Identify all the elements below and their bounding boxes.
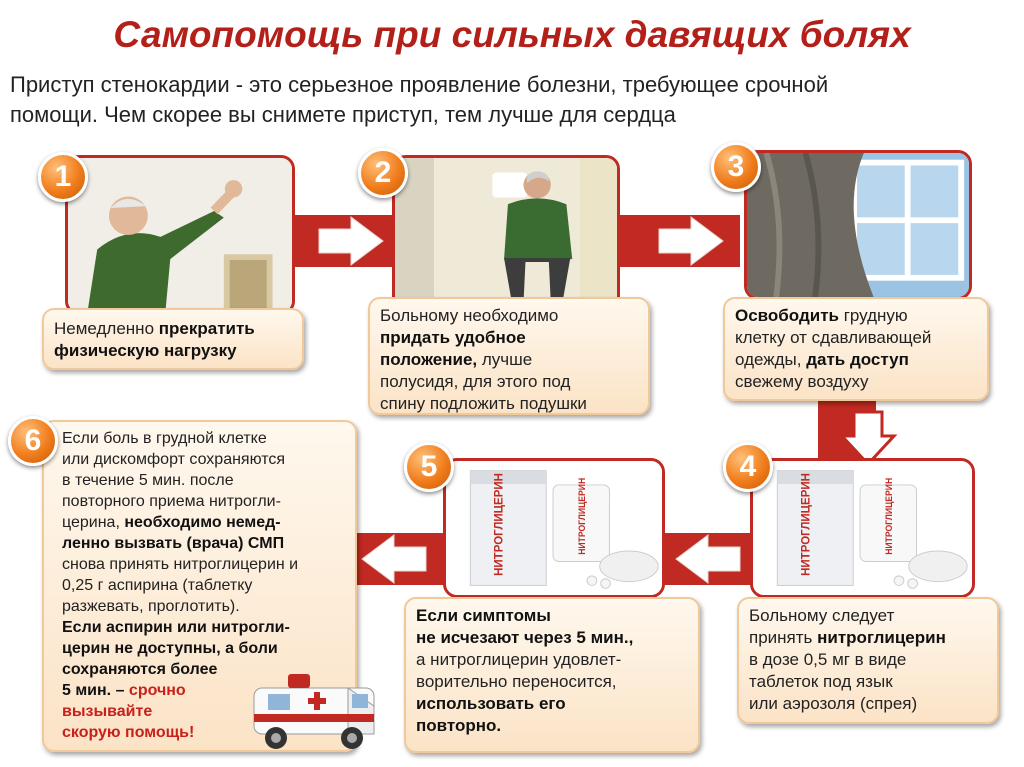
arrow-right-icon xyxy=(315,213,387,269)
card-text: или аэрозоля (спрея) xyxy=(749,694,918,713)
bottle-label: НИТРОГЛИЦЕРИН xyxy=(884,477,895,555)
card-text: Освободить xyxy=(735,306,839,325)
arrow-left-icon xyxy=(672,531,744,587)
card-text: придать удобное xyxy=(380,328,526,347)
card-text: церин не доступны, а боли xyxy=(62,640,278,657)
card-line xyxy=(62,428,345,449)
card-line xyxy=(735,327,977,349)
intro-line: Приступ стенокардии - это серьезное проявление болезни, требующее срочной xyxy=(10,72,829,97)
photo-nitroglycerin-4 xyxy=(750,458,975,598)
card-line xyxy=(749,627,987,649)
card-text: 5 мин. – xyxy=(62,682,129,699)
intro-text xyxy=(10,70,1010,130)
photo-man-at-wall xyxy=(65,155,295,315)
intro-line: помощи. Чем скорее вы снимете приступ, тем лучше для сердца xyxy=(10,102,676,127)
card-line xyxy=(380,327,638,349)
card-line xyxy=(54,340,292,362)
card-text: или дискомфорт сохраняются xyxy=(62,451,286,468)
card-line xyxy=(416,605,688,627)
step-card-2 xyxy=(368,297,650,415)
card-line xyxy=(416,715,688,737)
card-line xyxy=(749,693,987,715)
card-text: Немедленно xyxy=(54,319,159,338)
card-text: клетку от сдавливающей xyxy=(735,328,932,347)
card-text: полусидя, для этого под xyxy=(380,372,571,391)
card-line xyxy=(416,693,688,715)
photo-nitroglycerin-5 xyxy=(443,458,665,598)
card-line xyxy=(62,596,345,617)
card-line xyxy=(380,393,638,415)
card-text: разжевать, проглотить). xyxy=(62,598,240,615)
card-text: свежему воздуху xyxy=(735,372,869,391)
card-text: дать доступ xyxy=(806,350,909,369)
card-text: повторного приема нитрогли- xyxy=(62,493,281,510)
card-text: сохраняются более xyxy=(62,661,218,678)
card-line xyxy=(62,638,345,659)
step-badge-2: 2 xyxy=(358,148,408,198)
card-text: Больному следует xyxy=(749,606,895,625)
photo-man-sitting xyxy=(392,155,620,315)
card-text: не исчезают через 5 мин., xyxy=(416,628,634,647)
step-card-1 xyxy=(42,308,304,370)
card-text: принять xyxy=(749,628,818,647)
card-text: прекратить xyxy=(158,319,255,338)
step-badge-5: 5 xyxy=(404,442,454,492)
photo-open-window xyxy=(744,150,972,300)
card-line xyxy=(62,554,345,575)
card-line xyxy=(54,318,292,340)
card-text: срочно xyxy=(128,682,186,699)
card-text: вызывайте xyxy=(62,703,153,720)
step-badge-6: 6 xyxy=(8,416,58,466)
card-line xyxy=(749,649,987,671)
card-line xyxy=(735,371,977,393)
card-text: 0,25 г аспирина (таблетку xyxy=(62,577,253,594)
card-text: скорую помощь! xyxy=(62,724,195,741)
card-line xyxy=(735,305,977,327)
card-text: одежды, xyxy=(735,350,807,369)
card-text: ленно вызвать (врача) СМП xyxy=(62,535,285,552)
step-card-3 xyxy=(723,297,989,401)
card-text: таблеток под язык xyxy=(749,672,893,691)
step-badge-1: 1 xyxy=(38,152,88,202)
card-text: снова принять нитроглицерин и xyxy=(62,556,299,573)
step-badge-4: 4 xyxy=(723,442,773,492)
card-text: а нитроглицерин удовлет- xyxy=(416,650,622,669)
card-line xyxy=(735,349,977,371)
card-line xyxy=(380,349,638,371)
card-text: Если симптомы xyxy=(416,606,551,625)
card-line xyxy=(380,305,638,327)
box-label: НИТРОГЛИЦЕРИН xyxy=(493,473,506,576)
card-line xyxy=(416,627,688,649)
card-line xyxy=(62,617,345,638)
card-line xyxy=(62,512,345,533)
card-text: Если аспирин или нитрогли- xyxy=(62,619,290,636)
step-card-4 xyxy=(737,597,999,724)
card-text: использовать его xyxy=(416,694,566,713)
page-title: Самопомощь при сильных давящих болях xyxy=(113,14,911,55)
ambulance-icon xyxy=(248,668,388,754)
card-text: Больному необходимо xyxy=(380,306,559,325)
card-text: лучше xyxy=(477,350,533,369)
step-badge-3: 3 xyxy=(711,142,761,192)
card-line xyxy=(749,605,987,627)
card-line xyxy=(62,470,345,491)
card-text: нитроглицерин xyxy=(817,628,946,647)
card-text: необходимо немед- xyxy=(124,514,281,531)
card-line xyxy=(380,371,638,393)
card-text: церина, xyxy=(62,514,125,531)
card-text: ворительно переносится, xyxy=(416,672,617,691)
card-line xyxy=(416,671,688,693)
card-text: физическую нагрузку xyxy=(54,341,237,360)
card-text: в дозе 0,5 мг в виде xyxy=(749,650,907,669)
card-line xyxy=(62,575,345,596)
card-text: положение, xyxy=(380,350,478,369)
box-label: НИТРОГЛИЦЕРИН xyxy=(800,473,813,576)
card-text: в течение 5 мин. после xyxy=(62,472,234,489)
card-line xyxy=(62,491,345,512)
card-text: повторно. xyxy=(416,716,502,735)
arrow-left-icon xyxy=(358,531,430,587)
bottle-label: НИТРОГЛИЦЕРИН xyxy=(577,477,588,555)
card-text: грудную xyxy=(838,306,908,325)
card-line xyxy=(749,671,987,693)
card-line xyxy=(62,533,345,554)
card-text: спину подложить подушки xyxy=(380,394,587,413)
step-card-5 xyxy=(404,597,700,753)
card-text: Если боль в грудной клетке xyxy=(62,430,267,447)
arrow-right-icon xyxy=(655,213,727,269)
card-line xyxy=(416,649,688,671)
card-line xyxy=(62,449,345,470)
